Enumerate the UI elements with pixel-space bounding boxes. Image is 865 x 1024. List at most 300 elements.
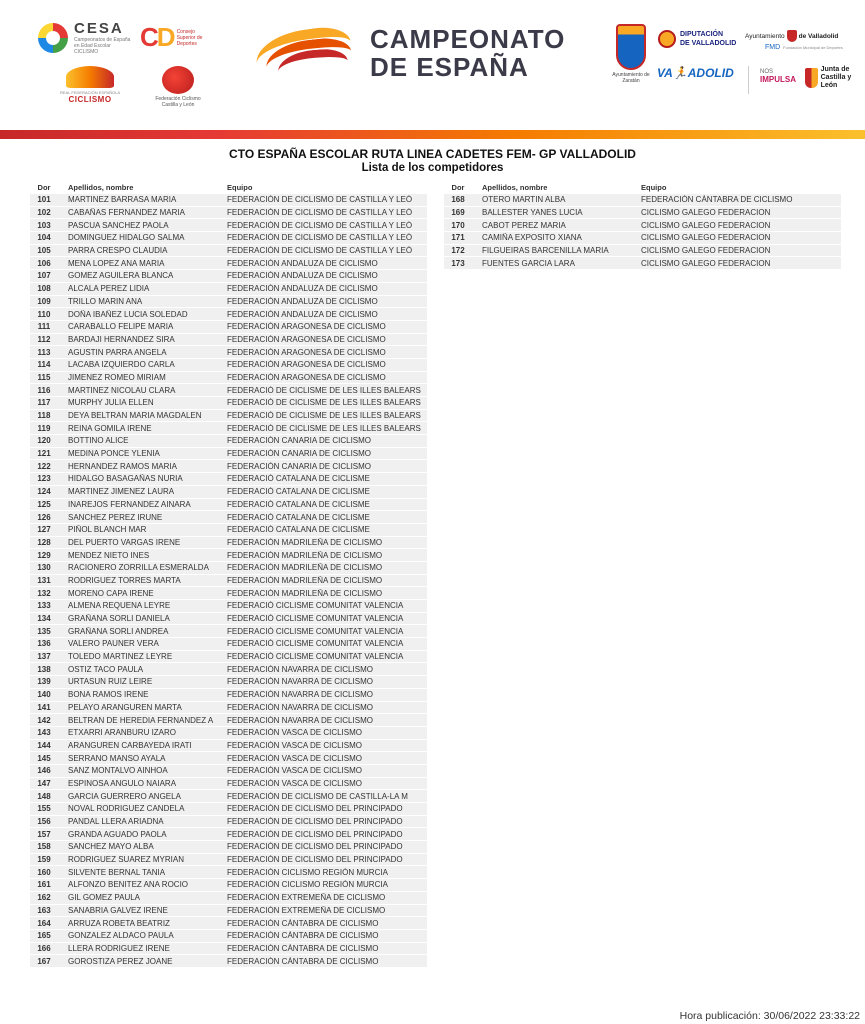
competitors-table-right bbox=[444, 180, 841, 270]
team-cell: FEDERACIÓ CICLISME COMUNITAT VALENCIA bbox=[227, 601, 404, 611]
name-cell: GRAÑANA SORLI DANIELA bbox=[68, 614, 170, 624]
name-cell: FUENTES GARCIA LARA bbox=[482, 258, 575, 268]
dor-cell: 161 bbox=[37, 880, 51, 890]
junta-line2: Castilla y León bbox=[820, 74, 852, 89]
name-cell: NOVAL RODRIGUEZ CANDELA bbox=[68, 804, 185, 814]
table-row bbox=[30, 727, 427, 740]
dor-cell: 114 bbox=[37, 360, 51, 370]
dor-cell: 123 bbox=[37, 474, 51, 484]
team-cell: FEDERACIÓ CATALANA DE CICLISME bbox=[227, 474, 370, 484]
team-cell: FEDERACIÓ CICLISME COMUNITAT VALENCIA bbox=[227, 639, 404, 649]
csd-mark-right: D bbox=[156, 22, 174, 52]
table-row bbox=[30, 296, 427, 309]
name-cell: ESPINOSA ANGULO NAIARA bbox=[68, 778, 177, 788]
team-cell: FEDERACIÓN DE CICLISMO DEL PRINCIPADO bbox=[227, 855, 403, 865]
name-cell: GONZALEZ ALDACO PAULA bbox=[68, 931, 174, 941]
name-cell: FILGUEIRAS BARCENILLA MARIA bbox=[482, 246, 609, 256]
name-cell: MENA LOPEZ ANA MARIA bbox=[68, 258, 165, 268]
team-cell: FEDERACIÓN ARAGONESA DE CICLISMO bbox=[227, 360, 386, 370]
junta-logo bbox=[805, 66, 865, 90]
name-cell: PELAYO ARANGUREN MARTA bbox=[68, 702, 182, 712]
name-cell: RODRIGUEZ SUAREZ MYRIAN bbox=[68, 855, 185, 865]
name-cell: AGUSTIN PARRA ANGELA bbox=[68, 347, 167, 357]
table-row bbox=[30, 232, 427, 245]
dor-cell: 147 bbox=[37, 778, 51, 788]
name-cell: SILVENTE BERNAL TANIA bbox=[68, 867, 166, 877]
cesa-name: CESA bbox=[74, 20, 124, 37]
dor-cell: 170 bbox=[451, 220, 465, 230]
table-row bbox=[30, 562, 427, 575]
table-row bbox=[30, 803, 427, 816]
name-cell: CABAÑAS FERNANDEZ MARIA bbox=[68, 208, 185, 218]
dor-cell: 128 bbox=[37, 537, 51, 547]
table-row bbox=[30, 245, 427, 258]
team-cell: FEDERACIÓN VASCA DE CICLISMO bbox=[227, 740, 362, 750]
team-cell: FEDERACIÓN CÁNTABRA DE CICLISMO bbox=[227, 943, 379, 953]
dor-cell: 120 bbox=[37, 436, 51, 446]
competitors-table-left bbox=[30, 180, 427, 968]
csd-mark-left: C bbox=[140, 22, 157, 52]
ayuntamiento-prefix: Ayuntamiento bbox=[745, 32, 785, 40]
dor-cell: 159 bbox=[37, 855, 51, 865]
team-cell: FEDERACIÓ CICLISME COMUNITAT VALENCIA bbox=[227, 652, 404, 662]
table-row bbox=[30, 587, 427, 600]
table-row bbox=[30, 372, 427, 385]
dor-cell: 138 bbox=[37, 664, 51, 674]
cesa-logo bbox=[38, 20, 136, 55]
divider bbox=[748, 66, 749, 94]
name-cell: BOTTINO ALICE bbox=[68, 436, 129, 446]
table-row bbox=[30, 511, 427, 524]
dor-cell: 113 bbox=[37, 347, 51, 357]
name-cell: MURPHY JULIA ELLEN bbox=[68, 398, 154, 408]
color-band bbox=[0, 130, 865, 139]
name-cell: GRAÑANA SORLI ANDREA bbox=[68, 626, 169, 636]
dor-cell: 136 bbox=[37, 639, 51, 649]
table-row bbox=[30, 486, 427, 499]
table-row bbox=[444, 257, 841, 270]
document-subtitle: Lista de los competidores bbox=[361, 162, 504, 174]
dor-cell: 160 bbox=[37, 867, 51, 877]
table-row bbox=[30, 689, 427, 702]
table-row bbox=[30, 625, 427, 638]
team-cell: FEDERACIÓN DE CICLISMO DE CASTILLA Y LEÓ bbox=[227, 246, 413, 256]
dor-cell: 131 bbox=[37, 575, 51, 585]
table-row bbox=[444, 207, 841, 220]
table-row bbox=[30, 828, 427, 841]
table-row bbox=[30, 334, 427, 347]
dor-cell: 119 bbox=[37, 423, 51, 433]
dor-cell: 158 bbox=[37, 842, 51, 852]
table-row bbox=[30, 651, 427, 664]
team-cell: FEDERACIÓN NAVARRA DE CICLISMO bbox=[227, 690, 373, 700]
dor-cell: 156 bbox=[37, 817, 51, 827]
event-logo bbox=[256, 22, 565, 84]
name-cell: PANDAL LLERA ARIADNA bbox=[68, 817, 164, 827]
fmd-logo bbox=[765, 44, 843, 51]
name-cell: PARRA CRESPO CLAUDIA bbox=[68, 246, 168, 256]
table-row bbox=[30, 676, 427, 689]
team-cell: FEDERACIÓN DE CICLISMO DE CASTILLA Y LEÓ bbox=[227, 195, 413, 205]
table-row bbox=[30, 549, 427, 562]
csd-logo bbox=[140, 22, 213, 53]
name-cell: MORENO CAPA IRENE bbox=[68, 588, 154, 598]
table-row bbox=[444, 219, 841, 232]
table-row bbox=[30, 270, 427, 283]
team-cell: FEDERACIÓN DE CICLISMO DEL PRINCIPADO bbox=[227, 817, 403, 827]
table-row bbox=[30, 905, 427, 918]
team-cell: FEDERACIÓ DE CICLISME DE LES ILLES BALEARS bbox=[227, 385, 421, 395]
name-cell: MARTINEZ NICOLAU CLARA bbox=[68, 385, 176, 395]
ayuntamiento-suffix: de Valladolid bbox=[798, 32, 839, 40]
dor-cell: 111 bbox=[37, 322, 51, 332]
name-cell: BONA RAMOS IRENE bbox=[68, 690, 149, 700]
team-cell: FEDERACIÓN CÁNTABRA DE CICLISMO bbox=[641, 195, 793, 205]
name-cell: PASCUA SANCHEZ PAOLA bbox=[68, 220, 169, 230]
dor-cell: 124 bbox=[37, 487, 51, 497]
dor-cell: 167 bbox=[37, 956, 51, 966]
dor-cell: 164 bbox=[37, 918, 51, 928]
team-cell: FEDERACIÓ CATALANA DE CICLISME bbox=[227, 487, 370, 497]
team-cell: FEDERACIÓN CICLISMO REGIÓN MURCIA bbox=[227, 867, 388, 877]
team-cell: FEDERACIÓN DE CICLISMO DEL PRINCIPADO bbox=[227, 842, 403, 852]
zaratan-text: Ayuntamiento de Zaratán bbox=[612, 72, 650, 84]
dor-cell: 146 bbox=[37, 766, 51, 776]
impulsa-line1: NOS bbox=[760, 69, 774, 75]
name-cell: VALERO PAUNER VERA bbox=[68, 639, 159, 649]
event-title-line1: CAMPEONATO bbox=[370, 24, 566, 54]
junta-line1: Junta de bbox=[820, 66, 850, 73]
table-row bbox=[30, 930, 427, 943]
table-row bbox=[30, 943, 427, 956]
name-cell: CAMIÑA EXPOSITO XIANA bbox=[482, 233, 582, 243]
dor-cell: 137 bbox=[37, 652, 51, 662]
name-cell: RODRIGUEZ TORRES MARTA bbox=[68, 575, 181, 585]
table-row bbox=[30, 346, 427, 359]
fmd-small: Fundación Municipal de Deportes bbox=[783, 45, 843, 50]
diputacion-line2: DE VALLADOLID bbox=[680, 40, 737, 47]
dor-cell: 145 bbox=[37, 753, 51, 763]
publication-time: Hora publicación: 30/06/2022 23:33:22 bbox=[679, 1010, 860, 1022]
name-cell: OSTIZ TACO PAULA bbox=[68, 664, 144, 674]
table-row bbox=[30, 460, 427, 473]
name-cell: DEL PUERTO VARGAS IRENE bbox=[68, 537, 181, 547]
name-cell: GOROSTIZA PEREZ JOANE bbox=[68, 956, 173, 966]
name-cell: ALCALA PEREZ LIDIA bbox=[68, 284, 150, 294]
cesa-subtitle: Campeonatos de España en Edad Escolar CICLISMO bbox=[74, 37, 131, 55]
team-cell: FEDERACIÓ CICLISME COMUNITAT VALENCIA bbox=[227, 614, 404, 624]
table-row bbox=[30, 600, 427, 613]
header-banner bbox=[0, 0, 865, 132]
name-cell: SANABRIA GALVEZ IRENE bbox=[68, 905, 168, 915]
dor-cell: 165 bbox=[37, 931, 51, 941]
dor-cell: 171 bbox=[451, 233, 465, 243]
dor-cell: 168 bbox=[451, 195, 465, 205]
dor-cell: 139 bbox=[37, 677, 51, 687]
table-row bbox=[30, 194, 427, 207]
table-row bbox=[30, 499, 427, 512]
table-row bbox=[30, 207, 427, 220]
valladolid-logo bbox=[657, 66, 734, 80]
team-cell: FEDERACIÓ CICLISME COMUNITAT VALENCIA bbox=[227, 626, 404, 636]
team-cell: FEDERACIÓN ANDALUZA DE CICLISMO bbox=[227, 296, 378, 306]
dor-cell: 122 bbox=[37, 461, 51, 471]
team-cell: FEDERACIÓN NAVARRA DE CICLISMO bbox=[227, 715, 373, 725]
team-cell: FEDERACIÓN ARAGONESA DE CICLISMO bbox=[227, 347, 386, 357]
dor-cell: 140 bbox=[37, 690, 51, 700]
name-cell: MEDINA PONCE YLENIA bbox=[68, 449, 160, 459]
dor-cell: 133 bbox=[37, 601, 51, 611]
team-cell: CICLISMO GALEGO FEDERACION bbox=[641, 220, 771, 230]
team-cell: CICLISMO GALEGO FEDERACION bbox=[641, 233, 771, 243]
dor-cell: 132 bbox=[37, 588, 51, 598]
table-row bbox=[30, 359, 427, 372]
header-team: Equipo bbox=[227, 182, 253, 192]
valladolid-left: VA bbox=[657, 66, 673, 80]
ayuntamiento-logo bbox=[745, 30, 838, 42]
dor-cell: 166 bbox=[37, 943, 51, 953]
name-cell: DOÑA IBAÑEZ LUCIA SOLEDAD bbox=[68, 309, 188, 319]
dor-cell: 144 bbox=[37, 740, 51, 750]
name-cell: SANZ MONTALVO AINHOA bbox=[68, 766, 168, 776]
name-cell: BARDAJI HERNANDEZ SIRA bbox=[68, 334, 175, 344]
name-cell: BELTRAN DE HEREDIA FERNANDEZ A bbox=[68, 715, 214, 725]
dor-cell: 110 bbox=[37, 309, 51, 319]
event-title-line2: DE ESPAÑA bbox=[370, 52, 529, 82]
team-cell: FEDERACIÓN VASCA DE CICLISMO bbox=[227, 778, 362, 788]
dor-cell: 143 bbox=[37, 728, 51, 738]
team-cell: CICLISMO GALEGO FEDERACION bbox=[641, 246, 771, 256]
table-row bbox=[30, 321, 427, 334]
rfec-small: REAL FEDERACIÓN ESPAÑOLA bbox=[60, 90, 121, 95]
table-row bbox=[30, 422, 427, 435]
table-row bbox=[30, 537, 427, 550]
name-cell: RACIONERO ZORRILLA ESMERALDA bbox=[68, 563, 209, 573]
name-cell: ETXARRI ARANBURU IZARO bbox=[68, 728, 177, 738]
table-row bbox=[30, 663, 427, 676]
dor-cell: 125 bbox=[37, 499, 51, 509]
name-cell: INAREJOS FERNANDEZ AINARA bbox=[68, 499, 191, 509]
event-swirl-icon bbox=[256, 22, 356, 84]
header-dor: Dor bbox=[451, 182, 465, 192]
table-row bbox=[30, 854, 427, 867]
team-cell: FEDERACIÓN DE CICLISMO DEL PRINCIPADO bbox=[227, 804, 403, 814]
name-cell: HIDALGO BASAGAÑAS NURIA bbox=[68, 474, 183, 484]
dor-cell: 148 bbox=[37, 791, 51, 801]
team-cell: FEDERACIÓ DE CICLISME DE LES ILLES BALEARS bbox=[227, 398, 421, 408]
team-cell: FEDERACIÓN CÁNTABRA DE CICLISMO bbox=[227, 956, 379, 966]
table-row bbox=[30, 866, 427, 879]
team-cell: FEDERACIÓN ARAGONESA DE CICLISMO bbox=[227, 322, 386, 332]
name-cell: GRANDA AGUADO PAOLA bbox=[68, 829, 167, 839]
zaratan-logo bbox=[610, 24, 652, 84]
dor-cell: 108 bbox=[37, 284, 51, 294]
name-cell: MARTINEZ JIMENEZ LAURA bbox=[68, 487, 175, 497]
name-cell: GIL GOMEZ PAULA bbox=[68, 893, 141, 903]
team-cell: FEDERACIÓN MADRILEÑA DE CICLISMO bbox=[227, 575, 383, 585]
fcyl-text: Federación Ciclismo Castilla y León bbox=[155, 96, 201, 108]
team-cell: FEDERACIÓN EXTREMEÑA DE CICLISMO bbox=[227, 905, 386, 915]
team-cell: FEDERACIÓN DE CICLISMO DEL PRINCIPADO bbox=[227, 829, 403, 839]
table-row bbox=[30, 790, 427, 803]
table-row bbox=[30, 473, 427, 486]
name-cell: MENDEZ NIETO INES bbox=[68, 550, 150, 560]
name-cell: ARRUZA ROBETA BEATRIZ bbox=[68, 918, 170, 928]
team-cell: FEDERACIÓN NAVARRA DE CICLISMO bbox=[227, 702, 373, 712]
rfec-swirl-icon bbox=[66, 66, 114, 88]
table-row bbox=[30, 575, 427, 588]
fcyl-logo bbox=[152, 66, 204, 108]
name-cell: TRILLO MARIN ANA bbox=[68, 296, 143, 306]
name-cell: ALFONZO BENITEZ ANA ROCIO bbox=[68, 880, 189, 890]
table-row bbox=[30, 410, 427, 423]
dor-cell: 103 bbox=[37, 220, 51, 230]
team-cell: FEDERACIÓN EXTREMEÑA DE CICLISMO bbox=[227, 893, 386, 903]
table-row bbox=[30, 892, 427, 905]
dor-cell: 162 bbox=[37, 893, 51, 903]
team-cell: FEDERACIÓN CICLISMO REGIÓN MURCIA bbox=[227, 880, 388, 890]
table-row bbox=[30, 765, 427, 778]
name-cell: CABOT PEREZ MARIA bbox=[482, 220, 566, 230]
team-cell: CICLISMO GALEGO FEDERACION bbox=[641, 258, 771, 268]
team-cell: FEDERACIÓN CÁNTABRA DE CICLISMO bbox=[227, 931, 379, 941]
diputacion-logo bbox=[658, 30, 736, 48]
header-name: Apellidos, nombre bbox=[482, 182, 548, 192]
dor-cell: 163 bbox=[37, 905, 51, 915]
name-cell: MARTINEZ BARRASA MARIA bbox=[68, 195, 177, 205]
dor-cell: 173 bbox=[451, 258, 465, 268]
team-cell: FEDERACIÓN DE CICLISMO DE CASTILLA Y LEÓ bbox=[227, 220, 413, 230]
dor-cell: 155 bbox=[37, 804, 51, 814]
impulsa-line2: IMPULSA bbox=[760, 75, 796, 84]
name-cell: LLERA RODRIGUEZ IRENE bbox=[68, 943, 170, 953]
table-row bbox=[30, 816, 427, 829]
cyclist-icon bbox=[162, 66, 194, 94]
dor-cell: 157 bbox=[37, 829, 51, 839]
team-cell: FEDERACIÓN VASCA DE CICLISMO bbox=[227, 753, 362, 763]
team-cell: FEDERACIÓN VASCA DE CICLISMO bbox=[227, 766, 362, 776]
dor-cell: 107 bbox=[37, 271, 51, 281]
table-row bbox=[30, 613, 427, 626]
team-cell: FEDERACIÓN MADRILEÑA DE CICLISMO bbox=[227, 550, 383, 560]
team-cell: FEDERACIÓN ANDALUZA DE CICLISMO bbox=[227, 284, 378, 294]
name-cell: ARANGUREN CARBAYEDA IRATI bbox=[68, 740, 192, 750]
table-row bbox=[30, 955, 427, 968]
table-header bbox=[444, 180, 841, 194]
name-cell: LACABA IZQUIERDO CARLA bbox=[68, 360, 175, 370]
header-name: Apellidos, nombre bbox=[68, 182, 134, 192]
name-cell: ALMENA REQUENA LEYRE bbox=[68, 601, 171, 611]
rfec-logo bbox=[60, 66, 120, 104]
dor-cell: 109 bbox=[37, 296, 51, 306]
team-cell: FEDERACIÓN DE CICLISMO DE CASTILLA Y LEÓ bbox=[227, 208, 413, 218]
dor-cell: 101 bbox=[37, 195, 51, 205]
name-cell: JIMENEZ ROMEO MIRIAM bbox=[68, 372, 166, 382]
team-cell: FEDERACIÓN MADRILEÑA DE CICLISMO bbox=[227, 537, 383, 547]
table-row bbox=[30, 219, 427, 232]
name-cell: OTERO MARTIN ALBA bbox=[482, 195, 566, 205]
team-cell: FEDERACIÓN VASCA DE CICLISMO bbox=[227, 728, 362, 738]
team-cell: FEDERACIÓ CATALANA DE CICLISME bbox=[227, 512, 370, 522]
dor-cell: 104 bbox=[37, 233, 51, 243]
table-header bbox=[30, 180, 427, 194]
junta-arms-icon bbox=[805, 68, 818, 88]
cesa-ring-icon bbox=[38, 23, 68, 53]
table-body bbox=[30, 194, 427, 968]
impulsa-logo bbox=[760, 68, 796, 84]
team-cell: CICLISMO GALEGO FEDERACION bbox=[641, 208, 771, 218]
name-cell: SANCHEZ MAYO ALBA bbox=[68, 842, 154, 852]
table-row bbox=[30, 879, 427, 892]
team-cell: FEDERACIÓN ARAGONESA DE CICLISMO bbox=[227, 372, 386, 382]
name-cell: BALLESTER YANES LUCIA bbox=[482, 208, 583, 218]
csd-text: Consejo Superior de Deportes bbox=[176, 28, 203, 47]
table-row bbox=[30, 714, 427, 727]
team-cell: FEDERACIÓN ANDALUZA DE CICLISMO bbox=[227, 271, 378, 281]
diputacion-seal-icon bbox=[658, 30, 676, 48]
table-row bbox=[30, 740, 427, 753]
document-title: CTO ESPAÑA ESCOLAR RUTA LINEA CADETES FEM- GP VALLADOLID bbox=[229, 147, 636, 161]
table-body bbox=[444, 194, 841, 270]
team-cell: FEDERACIÓN DE CICLISMO DE CASTILLA Y LEÓ bbox=[227, 233, 413, 243]
table-row bbox=[30, 917, 427, 930]
name-cell: CARABALLO FELIPE MARIA bbox=[68, 322, 174, 332]
team-cell: FEDERACIÓN MADRILEÑA DE CICLISMO bbox=[227, 588, 383, 598]
name-cell: SERRANO MANSO AYALA bbox=[68, 753, 166, 763]
team-cell: FEDERACIÓ CATALANA DE CICLISME bbox=[227, 525, 370, 535]
dor-cell: 126 bbox=[37, 512, 51, 522]
header-team: Equipo bbox=[641, 182, 667, 192]
name-cell: DOMINGUEZ HIDALGO SALMA bbox=[68, 233, 185, 243]
team-cell: FEDERACIÓN ANDALUZA DE CICLISMO bbox=[227, 309, 378, 319]
name-cell: PIÑOL BLANCH MAR bbox=[68, 525, 147, 535]
team-cell: FEDERACIÓN ANDALUZA DE CICLISMO bbox=[227, 258, 378, 268]
dor-cell: 169 bbox=[451, 208, 465, 218]
dor-cell: 102 bbox=[37, 208, 51, 218]
team-cell: FEDERACIÓN NAVARRA DE CICLISMO bbox=[227, 664, 373, 674]
team-cell: FEDERACIÓN ARAGONESA DE CICLISMO bbox=[227, 334, 386, 344]
table-row bbox=[30, 435, 427, 448]
name-cell: GOMEZ AGUILERA BLANCA bbox=[68, 271, 174, 281]
team-cell: FEDERACIÓN NAVARRA DE CICLISMO bbox=[227, 677, 373, 687]
dor-cell: 106 bbox=[37, 258, 51, 268]
name-cell: SANCHEZ PEREZ IRUNE bbox=[68, 512, 163, 522]
table-row bbox=[30, 283, 427, 296]
name-cell: REINA GOMILA IRENE bbox=[68, 423, 152, 433]
dor-cell: 135 bbox=[37, 626, 51, 636]
dor-cell: 141 bbox=[37, 702, 51, 712]
table-row bbox=[30, 524, 427, 537]
name-cell: TOLEDO MARTINEZ LEYRE bbox=[68, 652, 173, 662]
rfec-name: CICLISMO bbox=[68, 95, 112, 104]
table-row bbox=[30, 397, 427, 410]
table-row bbox=[30, 448, 427, 461]
team-cell: FEDERACIÓN CÁNTABRA DE CICLISMO bbox=[227, 918, 379, 928]
dor-cell: 172 bbox=[451, 246, 465, 256]
diputacion-line1: DIPUTACIÓN bbox=[680, 31, 724, 38]
runner-icon: 🏃 bbox=[672, 66, 688, 80]
table-row bbox=[30, 778, 427, 791]
name-cell: GARCIA GUERRERO ANGELA bbox=[68, 791, 181, 801]
team-cell: FEDERACIÓN DE CICLISMO DE CASTILLA-LA M bbox=[227, 791, 408, 801]
dor-cell: 115 bbox=[37, 372, 51, 382]
fmd-name: FMD bbox=[765, 44, 781, 51]
table-row bbox=[30, 752, 427, 765]
zaratan-shield-icon bbox=[616, 24, 646, 70]
table-row bbox=[444, 232, 841, 245]
dor-cell: 121 bbox=[37, 449, 51, 459]
name-cell: URTASUN RUIZ LEIRE bbox=[68, 677, 153, 687]
